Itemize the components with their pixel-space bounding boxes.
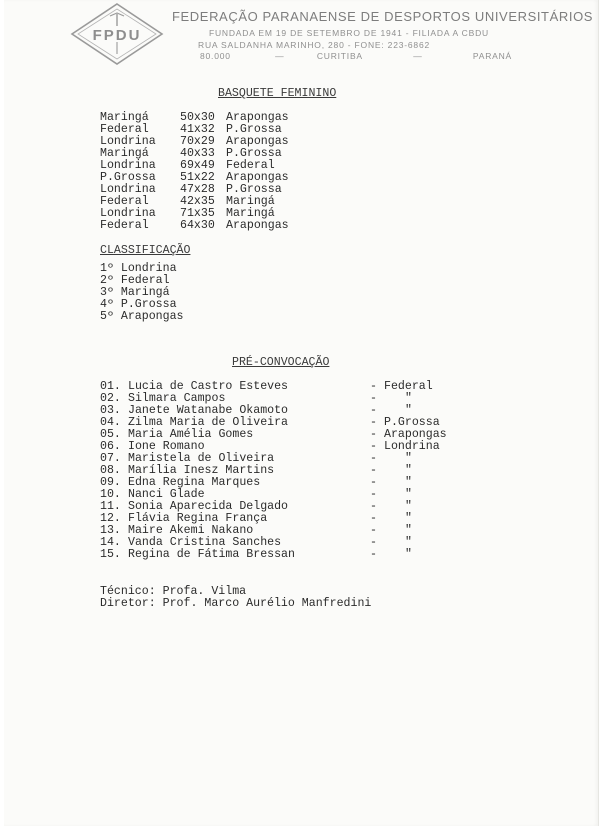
letterhead-dash-1: — xyxy=(275,51,285,61)
letterhead-founded: FUNDADA EM 19 DE SETEMBRO DE 1941 - FILIADA A CBDU xyxy=(209,28,489,38)
document-page: FPDU FEDERAÇÃO PARANAENSE DE DESPORTOS UNIVERSITÁRIOS FUNDADA EM 19 DE SETEMBRO DE 1941 - FILIADA A CBDU RUA SALDANHA MARINHO, 280 - FONE: 223-6862 80.000 — CURITIBA — PARANÁ BASQUETE FEMININO Maringá 50x30 Arapongas Federal 41x32 P.Grossa Londrina 70x29 Arapongas Maringá 40x33 P.Grossa Londrina 69x49 Federal P.Grossa 51x22 Arapongas Londrina 47x28 P.Grossa Federal 42x35 Maringá Londrina 71x35 Maringá Federal 64x30 Arapongas CLASSIFICAÇÃO 1º Londrina 2º Federal 3º Maringá 4º P.Grossa 5º Arapongas PRÉ-CONVOCAÇÃO 01. Lucia de Castro Esteves - Federal 02. Silmara Campos - " 03. Janete Watanabe Okamoto - " 04. Zilma Maria de Oliveira - P.Grossa 05. Maria Amélia Gomes - Arapongas 06. Ione Romano - Londrina 07. Maristela de Oliveira - " 08. Marília Inesz Martins - " 09. Edna Regina Marques - " 10. Nanci Glade - " 11. Sonia Aparecida Delgado - " 12. Flávia Regina França - " 13. Maire Akemi Nakano - " 14. Vanda Cristina Sanches - " 15. Regina de Fátima Bressan - " Técnico: Profa. Vilma Diretor: Prof. Marco Aurélio Manfredini xyxy=(4,0,599,826)
fpdu-logo xyxy=(70,2,164,66)
preconvocation-heading: PRÉ-CONVOCAÇÃO xyxy=(232,356,330,369)
director-name: Prof. Marco Aurélio Manfredini xyxy=(162,597,372,610)
classification-item: 4º P.Grossa xyxy=(100,298,177,311)
logo-text: FPDU xyxy=(92,27,142,44)
classification-item: 5º Arapongas xyxy=(100,310,184,323)
coach-label: Técnico: xyxy=(100,585,156,598)
director-label: Diretor: xyxy=(100,597,156,610)
letterhead-title: FEDERAÇÃO PARANAENSE DE DESPORTOS UNIVERSITÁRIOS xyxy=(172,9,594,24)
letterhead-dash-2: — xyxy=(413,51,423,61)
letterhead-zip: 80.000 xyxy=(200,51,231,61)
director-line xyxy=(100,598,371,610)
letterhead-city-name: CURITIBA xyxy=(316,51,363,61)
letterhead-address: RUA SALDANHA MARINHO, 280 - FONE: 223-6862 xyxy=(198,40,431,50)
letterhead-state: PARANÁ xyxy=(472,51,513,61)
results-heading: BASQUETE FEMININO xyxy=(218,87,337,100)
classification-heading: CLASSIFICAÇÃO xyxy=(100,244,191,257)
letterhead-city xyxy=(200,51,512,61)
classification-item: 1º Londrina xyxy=(100,262,177,275)
classification-item: 3º Maringá xyxy=(100,286,170,299)
coach-name: Profa. Vilma xyxy=(162,585,247,598)
classification-item: 2º Federal xyxy=(100,274,170,287)
